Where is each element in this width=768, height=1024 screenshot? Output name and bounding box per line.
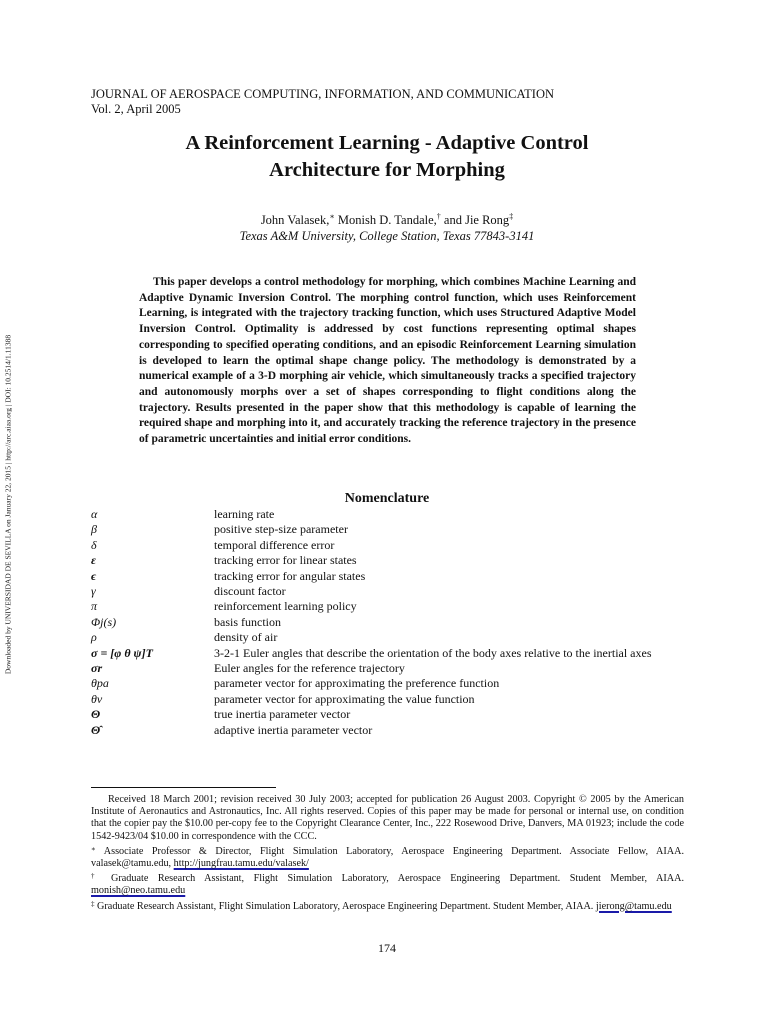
nomenclature-symbol: θpa: [91, 676, 109, 691]
nomenclature-definition: tracking error for angular states: [214, 568, 366, 583]
nomenclature-item: [91, 507, 681, 522]
nomenclature-definition: discount factor: [214, 584, 286, 599]
author-name: and Jie Rong: [443, 213, 510, 228]
homepage-link[interactable]: http://jungfrau.tamu.edu/valasek/: [173, 858, 309, 870]
footnote-text: Associate Professor & Director, Flight Simulation Laboratory, Aerospace Engineering Department. Associate Fellow, AIAA. valasek@tamu.edu,: [91, 845, 684, 870]
nomenclature-item: [91, 723, 681, 738]
nomenclature-item: [91, 522, 681, 537]
author-mark: †: [436, 212, 441, 221]
nomenclature-symbol: ε: [91, 553, 96, 568]
footnote-2: [91, 870, 684, 897]
journal-name: JOURNAL OF AEROSPACE COMPUTING, INFORMATION, AND COMMUNICATION: [91, 87, 555, 101]
footnote-3: [91, 898, 684, 913]
journal-header: [91, 87, 554, 117]
nomenclature-symbol: Θ: [91, 707, 101, 722]
author-list: [0, 209, 768, 228]
nomenclature-item: [91, 676, 681, 691]
footnote-mark: †: [91, 872, 102, 881]
nomenclature-item: [91, 599, 681, 614]
paper-title: [0, 130, 768, 184]
nomenclature-symbol: β: [91, 522, 97, 537]
nomenclature-symbol: α: [91, 507, 98, 521]
page-number: 174: [378, 941, 396, 955]
nomenclature-definition: temporal difference error: [214, 537, 335, 552]
nomenclature-definition: true inertia parameter vector: [214, 707, 351, 722]
nomenclature-definition: Euler angles for the reference trajectory: [214, 661, 405, 676]
nomenclature-item: [91, 615, 681, 630]
nomenclature-definition: adaptive inertia parameter vector: [214, 722, 373, 737]
nomenclature-symbol: γ: [91, 584, 96, 599]
nomenclature-item: [91, 692, 681, 707]
nomenclature-definition: parameter vector for approximating the value function: [214, 691, 475, 706]
email-link[interactable]: jierong@tamu.edu: [595, 900, 672, 912]
abstract: This paper develops a control methodology for morphing, which combines Machine Learning and Adaptive Dynamic Inversion Control. The morphing control function, which uses Reinforcement Learning, is integrated with the trajectory tracking function, which uses Structured Adaptive Model Inversion Control. Optimality is addressed by cost functions representing optimal shapes corresponding to specified operating conditions, and an episodic Reinforcement Learning simulation is developed to learn the optimal shape change policy. The methodology is demonstrated by a numerical example of a 3-D morphing air vehicle, which simultaneously tracks a specified trajectory and autonomously morphs over a set of shapes corresponding to flight conditions along the trajectory. Results presented in the paper show that this methodology is capable of learning the required shape and morphing into it, and accurately tracking the reference trajectory in the presence of parametric uncertainties and initial error conditions.: [139, 276, 636, 446]
nomenclature-symbol: π: [91, 599, 98, 614]
nomenclature-definition: learning rate: [214, 507, 275, 521]
nomenclature-symbol: δ: [91, 537, 97, 552]
nomenclature-item: [91, 553, 681, 568]
footnote-1: [91, 843, 684, 870]
nomenclature-definition: reinforcement learning policy: [214, 599, 357, 614]
journal-volume: Vol. 2, April 2005: [91, 102, 181, 116]
nomenclature-heading: Nomenclature: [344, 491, 430, 506]
nomenclature-definition: positive step-size parameter: [214, 522, 348, 537]
nomenclature-item: [91, 538, 681, 553]
title-line-2: Architecture for Morphing: [269, 159, 505, 181]
nomenclature-symbol: σ = [φ θ ψ]T: [91, 645, 153, 660]
footnote-text: Graduate Research Assistant, Flight Simulation Laboratory, Aerospace Engineering Department. Student Member, AIAA.: [97, 900, 594, 912]
author-mark: ‡: [509, 212, 514, 221]
nomenclature-item: [91, 584, 681, 599]
nomenclature-definition: basis function: [214, 614, 281, 629]
nomenclature-symbol: Θ̂: [91, 722, 101, 737]
email-link[interactable]: monish@neo.tamu.edu: [91, 885, 186, 897]
footnote-text: Graduate Research Assistant, Flight Simulation Laboratory, Aerospace Engineering Department. Student Member, AIAA.: [111, 873, 685, 885]
nomenclature-definition: parameter vector for approximating the preference function: [214, 676, 500, 691]
nomenclature-symbol: ϵ: [91, 568, 97, 583]
author-name: John Valasek,: [260, 213, 330, 228]
title-line-1: A Reinforcement Learning - Adaptive Control: [185, 132, 589, 154]
author-mark: ∗: [329, 212, 335, 221]
nomenclature-definition: density of air: [214, 630, 278, 645]
download-watermark: Downloaded by UNIVERSIDAD DE SEVILLA on January 22, 2015 | http://arc.aiaa.org | DOI: 10.2514/1.11388: [3, 334, 13, 675]
footnote-mark: ∗: [91, 844, 96, 853]
nomenclature-item: [91, 646, 681, 661]
affiliation: Texas A&M University, College Station, Texas 77843-3141: [239, 229, 535, 243]
nomenclature-item: [91, 707, 681, 722]
nomenclature-definition: tracking error for linear states: [214, 553, 357, 568]
footnote-rule: [91, 787, 276, 788]
nomenclature-symbol: ρ: [91, 630, 97, 645]
nomenclature-item: [91, 569, 681, 584]
nomenclature-definition: 3-2-1 Euler angles that describe the orientation of the body axes relative to the inertial axes: [214, 645, 652, 660]
footnotes: [91, 794, 684, 913]
nomenclature-symbol: θv: [91, 691, 103, 706]
received-footnote: Received 18 March 2001; revision received 30 July 2003; accepted for publication 26 August 2003. Copyright © 2005 by the American Institute of Aeronautics and Astronautics, Inc. All rights reserved. Copies of this paper may be made for personal or internal use, on condition that the copier pay the $10.00 per-copy fee to the Copyright Clearance Center, Inc., 222 Rosewood Drive, Danvers, MA 01923; include the code 1542-9423/04 $10.00 in correspondence with the CCC.: [91, 794, 684, 842]
nomenclature-symbol: Φj(s): [91, 614, 117, 629]
nomenclature-list: [91, 507, 681, 738]
nomenclature-item: [91, 630, 681, 645]
footnote-mark: ‡: [91, 899, 95, 908]
author-name: Monish D. Tandale,: [337, 213, 437, 228]
nomenclature-symbol: σr: [91, 661, 103, 676]
nomenclature-item: [91, 661, 681, 676]
